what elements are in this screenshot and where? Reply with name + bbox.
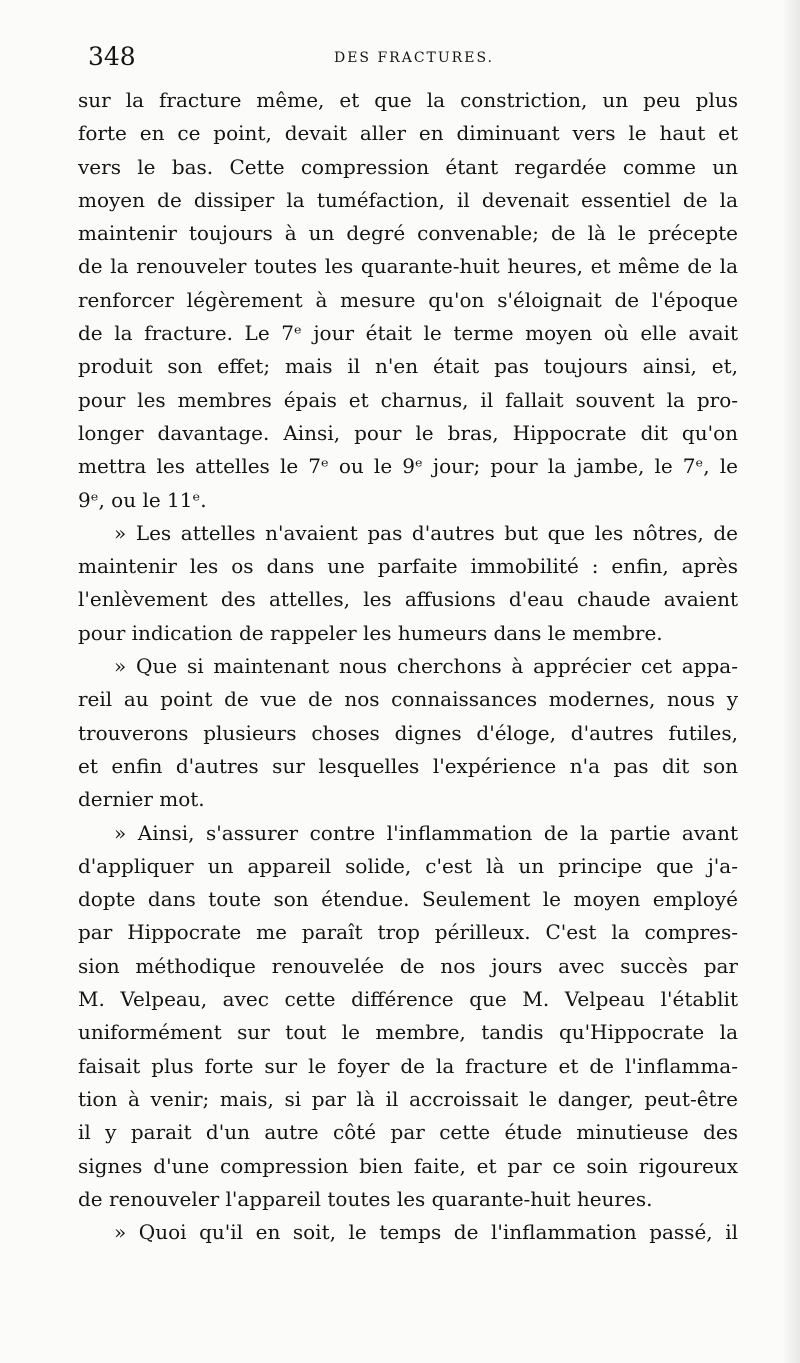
- text-line: produit son effet; mais il n'en était pas toujours ainsi, et,: [78, 354, 738, 379]
- text-line: dopte dans toute son étendue. Seulement le moyen employé: [78, 887, 738, 912]
- text-line: maintenir toujours à un degré convenable; de là le précepte: [78, 221, 738, 246]
- text-line: il y parait d'un autre côté par cette étude minutieuse des: [78, 1120, 738, 1145]
- text-line: et enfin d'autres sur lesquelles l'expérience n'a pas dit son: [78, 753, 738, 778]
- text-line: » Les attelles n'avaient pas d'autres but que les nôtres, de: [114, 520, 738, 545]
- text-line: tion à venir; mais, si par là il accroissait le danger, peut-être: [78, 1086, 738, 1111]
- text-line: » Que si maintenant nous cherchons à apprécier cet appa-: [114, 654, 738, 679]
- text-line: » Ainsi, s'assurer contre l'inflammation de la partie avant: [114, 820, 738, 845]
- text-line: renforcer légèrement à mesure qu'on s'éloignait de l'époque: [78, 287, 738, 312]
- text-line: d'appliquer un appareil solide, c'est là un principe que j'a-: [78, 853, 738, 878]
- text-line: de la fracture. Le 7ᵉ jour était le terme moyen où elle avait: [78, 321, 738, 346]
- text-line: dernier mot.: [78, 787, 205, 812]
- page-header: [88, 42, 740, 78]
- text-line: pour indication de rappeler les humeurs dans le membre.: [78, 620, 663, 645]
- text-line: l'enlèvement des attelles, les affusions d'eau chaude avaient: [78, 587, 738, 612]
- text-line: pour les membres épais et charnus, il fallait souvent la pro-: [78, 387, 738, 412]
- text-line: sion méthodique renouvelée de nos jours avec succès par: [78, 953, 738, 978]
- text-line: longer davantage. Ainsi, pour le bras, Hippocrate dit qu'on: [78, 420, 738, 445]
- text-line: sur la fracture même, et que la constriction, un peu plus: [78, 88, 738, 112]
- text-line: vers le bas. Cette compression étant regardée comme un: [78, 154, 738, 179]
- text-line: moyen de dissiper la tuméfaction, il devenait essentiel de la: [78, 187, 738, 212]
- text-line: 9ᵉ, ou le 11ᵉ.: [78, 487, 207, 512]
- text-line: trouverons plusieurs choses dignes d'éloge, d'autres futiles,: [78, 720, 738, 745]
- text-line: faisait plus forte sur le foyer de la fracture et de l'inflamma-: [78, 1053, 738, 1078]
- text-line: M. Velpeau, avec cette différence que M. Velpeau l'établit: [78, 987, 738, 1012]
- running-head: DES FRACTURES.: [333, 50, 494, 66]
- page-edge-shadow: [782, 0, 800, 1363]
- text-line: » Quoi qu'il en soit, le temps de l'inflammation passé, il: [114, 1220, 738, 1245]
- text-line: signes d'une compression bien faite, et par ce soin rigoureux: [78, 1153, 738, 1178]
- text-line: maintenir les os dans une parfaite immobilité : enfin, après: [78, 554, 738, 579]
- text-line: uniformément sur tout le membre, tandis qu'Hippocrate la: [78, 1020, 738, 1045]
- text-line: par Hippocrate me paraît trop périlleux. C'est la compres-: [78, 920, 738, 945]
- text-line: reil au point de vue de nos connaissances modernes, nous y: [78, 687, 738, 712]
- text-line: de la renouveler toutes les quarante-huit heures, et même de la: [78, 254, 738, 279]
- text-line: de renouveler l'appareil toutes les quarante-huit heures.: [78, 1186, 653, 1211]
- text-line: forte en ce point, devait aller en diminuant vers le haut et: [78, 121, 738, 146]
- page-number: 348: [88, 42, 136, 71]
- body-text: [78, 84, 738, 1249]
- text-line: mettra les attelles le 7ᵉ ou le 9ᵉ jour; pour la jambe, le 7ᵉ, le: [78, 454, 738, 479]
